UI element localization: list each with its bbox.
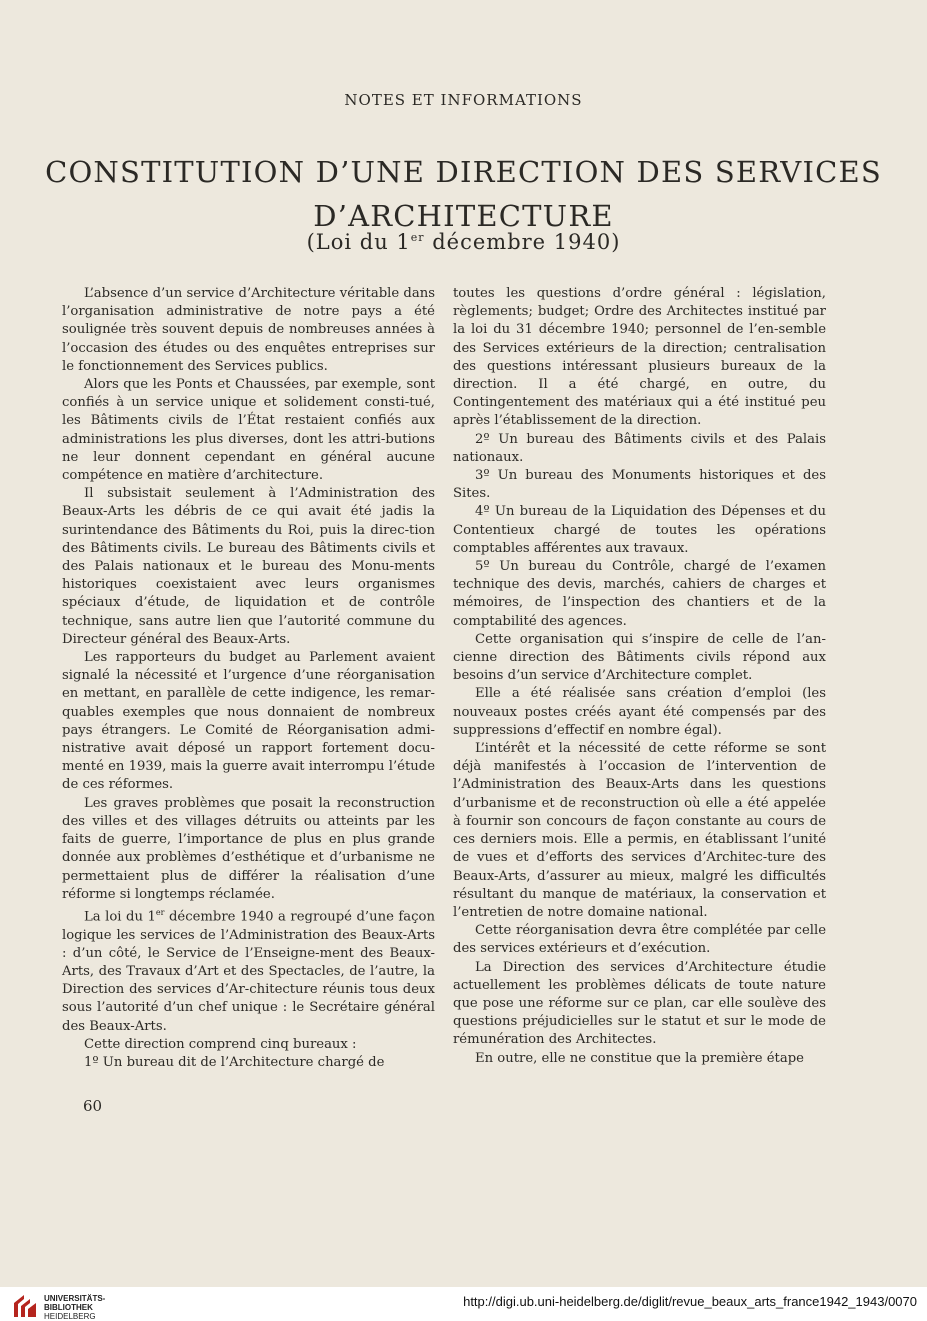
subtitle-text: (Loi du 1 [306, 230, 411, 254]
source-url-link[interactable]: http://digi.ub.uni-heidelberg.de/diglit/revue_beaux_arts_france1942_1943/0070 [463, 1294, 917, 1309]
paragraph: Cette direction comprend cinq bureaux : [84, 1036, 357, 1052]
left-column [62, 285, 435, 1072]
loi-sup: er [155, 907, 165, 917]
paragraph: Cette organisation qui s’inspire de celle de l’an-cienne direction des Bâtiments civils répond aux besoins d’un service d’Architecture complet. [453, 631, 826, 684]
paragraph: L’intérêt et la nécessité de cette réforme se sont déjà manifestés à l’occasion de l’intervention de l’Administration des Beaux-Arts dans les questions d’urbanisme et de reconstruction où elle a été appelée à fournir son concours de façon constante au cours de ces derniers mois. Elle a permis, en établissant l’unité de vues et d’efforts des services d’Architec-ture des Beaux-Arts, d’assurer au mieux, malgré les difficultés résultant du manque de matériaux, la conservation et l’entretien de notre domaine national. [453, 741, 826, 920]
article-title [0, 150, 927, 238]
paragraph [62, 904, 435, 1036]
paragraph: Alors que les Ponts et Chaussées, par exemple, sont confiés à un service unique et solidement consti-tué, les Bâtiments civils de l’État restaient confiés aux administrations les plus diverses, dont les attri-butions ne leur donnent cependant en général aucune compétence en matière d’architecture. [62, 377, 435, 484]
paragraph: 3º Un bureau des Monuments historiques et des Sites. [453, 468, 826, 502]
paragraph: Les rapporteurs du budget au Parlement avaient signalé la nécessité et l’urgence d’une réorganisation en mettant, en parallèle de cette indigence, les remar-quables exemples que nous donnaient de nombreux pays étrangers. Le Comité de Réorganisation admi-nistrative avait déposé un rapport fortement docu-menté en 1939, mais la guerre avait interrompu l’étude de ces réformes. [62, 650, 435, 793]
paragraph: Cette réorganisation devra être complétée par celle des services extérieurs et d’exécution. [453, 923, 826, 957]
logo-line-2: BIBLIOTHEK [44, 1303, 93, 1312]
right-column [453, 285, 826, 1068]
paragraph: 2º Un bureau des Bâtiments civils et des Palais nationaux. [453, 431, 826, 465]
paragraph: La Direction des services d’Architecture étudie actuellement les problèmes délicats de toute nature que pose une réforme sur ce plan, car elle soulève des questions préjudicielles sur le statut et sur le mode de rémunération des Architectes. [453, 959, 826, 1048]
paragraph: Il subsistait seulement à l’Administration des Beaux-Arts les débris de ce qui avait été jadis la surintendance des Bâtiments du Roi, puis la direc-tion des Bâtiments civils. Le bureau des Bâtiments civils et des Palais nationaux et le bureau des Monu-ments historiques coexistaient avec leurs organismes spéciaux d’étude, de liquidation et de contrôle technique, sans autre lien que l’autorité commune du Directeur général des Beaux-Arts. [62, 486, 435, 647]
logo-line-1: UNIVERSITÄTS- [44, 1294, 106, 1303]
paragraph: toutes les questions d’ordre général : législation, règlements; budget; Ordre des Architectes institué par la loi du 31 décembre 1940; personnel de l’en-semble des Services extérieurs de la direction; centralisation des questions intéressant plusieurs bureaux de la direction. Il a été chargé, en outre, du Contingentement des matériaux qui a été institué peu après l’établissement de la direction. [453, 286, 826, 429]
running-head: NOTES ET INFORMATIONS [344, 91, 583, 109]
subtitle-sup: er [410, 231, 425, 244]
page-number: 60 [83, 1097, 103, 1115]
paragraph: 4º Un bureau de la Liquidation des Dépenses et du Contentieux chargé de toutes les opérations comptables afférentes aux travaux. [453, 504, 826, 556]
loi-text-end: décembre 1940 a regroupé d’une façon logique les services de l’Administration des Beaux-Arts : d’un côté, le Service de l’Enseigne-ment des Beaux-Arts, des Travaux d’Art et des Spectacles, de l’autre, la Direction des services d’Ar-chitecture réunis tous deux sous l’autorité d’un chef unique : le Secrétaire général des Beaux-Arts. [62, 909, 435, 1034]
paragraph: 1º Un bureau dit de l’Architecture chargé de [84, 1054, 385, 1070]
paragraph: L’absence d’un service d’Architecture véritable dans l’organisation administrative de notre pays a été soulignée très souvent depuis de nombreuses années à l’occasion des études ou des enquêtes entreprises sur le fonctionnement des Services publics. [62, 286, 435, 374]
paragraph: 5º Un bureau du Contrôle, chargé de l’examen technique des devis, marchés, cahiers de charges et mémoires, de l’inspection des chantiers et de la comptabilité des agences. [453, 559, 826, 629]
subtitle-text-end: décembre 1940) [424, 230, 621, 254]
library-logo-icon [12, 1293, 38, 1319]
article-subtitle [0, 230, 927, 254]
title-line-2: D’ARCHITECTURE [313, 199, 614, 233]
paragraph: Les graves problèmes que posait la reconstruction des villes et des villages détruits ou atteints par les faits de guerre, l’importance de plus en plus grande donnée aux problèmes d’esthétique et d’urbanisme ne permettaient plus de différer la réalisation d’une réforme si longtemps réclamée. [62, 795, 435, 902]
logo-line-3: HEIDELBERG [44, 1312, 96, 1321]
library-logo-text [44, 1294, 105, 1321]
title-line-1: CONSTITUTION D’UNE DIRECTION DES SERVICES [45, 155, 882, 189]
paragraph: Elle a été réalisée sans création d’emploi (les nouveaux postes créés ayant été compensés par des suppressions d’effectif en nombre égal). [453, 686, 826, 738]
paragraph: En outre, elle ne constitue que la première étape [475, 1050, 804, 1066]
loi-text: La loi du 1 [84, 909, 156, 925]
